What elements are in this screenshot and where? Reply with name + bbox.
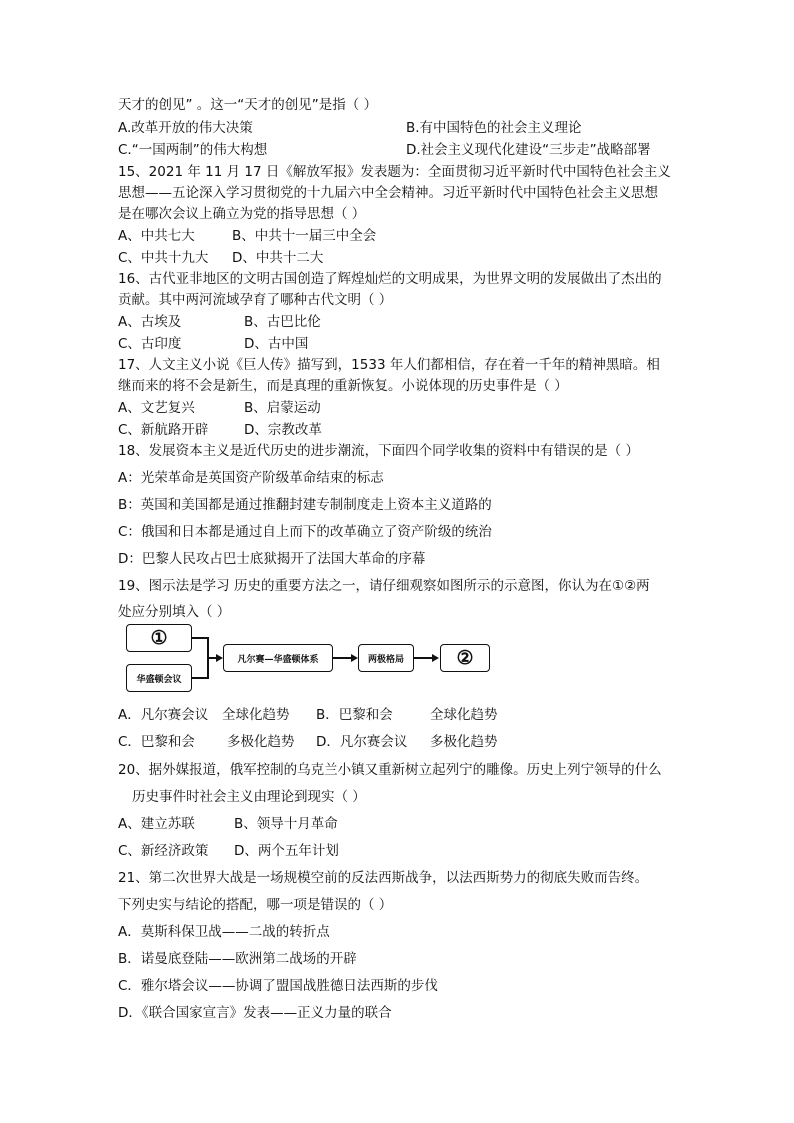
q21-option-c: C．雅尔塔会议——协调了盟国战胜德日法西斯的步伐 — [118, 978, 438, 994]
q14-option-b: B.有中国特色的社会主义理论 — [406, 120, 582, 136]
q19-option-c-part1: C．巴黎和会 — [118, 734, 195, 750]
diagram-box-blank-2: ② — [440, 644, 490, 672]
connector-line — [192, 637, 208, 639]
q17-option-b: B、启蒙运动 — [244, 400, 321, 416]
q19-stem-line2: 处应分别填入（ ） — [118, 604, 231, 620]
q18-option-a: A：光荣革命是英国资产阶级革命结束的标志 — [118, 470, 384, 486]
q14-option-d: D.社会主义现代化建设“三步走”战略部署 — [406, 142, 651, 158]
q21-stem-line1: 21、第二次世界大战是一场规模空前的反法西斯战争，以法西斯势力的彻底失败而告终。 — [118, 870, 649, 886]
q16-option-b: B、古巴比伦 — [244, 314, 321, 330]
q15-option-b: B、中共十一届三中全会 — [232, 228, 377, 244]
q21-option-a: A．莫斯科保卫战——二战的转折点 — [118, 924, 330, 940]
q15-stem-line2: 思想——五论深入学习贯彻党的十九届六中全会精神。习近平新时代中国特色社会主义思想 — [118, 185, 658, 201]
connector-line — [333, 657, 352, 659]
q14-option-a: A.改革开放的伟大决策 — [118, 120, 253, 136]
q16-stem-line1: 16、古代亚非地区的文明古国创造了辉煌灿烂的文明成果，为世界文明的发展做出了杰出的 — [118, 271, 662, 287]
q16-option-c: C、古印度 — [118, 336, 182, 352]
q14-option-c: C.“一国两制”的伟大构想 — [118, 142, 268, 158]
q19-stem-line1: 19、图示法是学习 历史的重要方法之一，请仔细观察如图所示的示意图，你认为在①②两 — [118, 578, 650, 594]
diagram-box-washington-conference: 华盛顿会议 — [126, 664, 192, 692]
connector-line — [414, 657, 433, 659]
q15-option-a: A、中共七大 — [118, 228, 195, 244]
q20-option-b: B、领导十月革命 — [234, 816, 338, 832]
q17-stem-line2: 继而来的将不会是新生，而是真理的重新恢复。小说体现的历史事件是（ ） — [118, 378, 568, 394]
q20-stem-line2: 历史事件时社会主义由理论到现实（ ） — [132, 789, 366, 805]
q15-option-c: C、中共十九大 — [118, 250, 209, 266]
q18-stem: 18、发展资本主义是近代历史的进步潮流，下面四个同学收集的资料中有错误的是（ ） — [118, 443, 639, 459]
q19-option-d-part2: 多极化趋势 — [430, 734, 498, 750]
diagram-box-bipolar-pattern: 两极格局 — [358, 644, 414, 672]
q19-option-b-part1: B．巴黎和会 — [316, 707, 393, 723]
q21-option-d: D．《联合国家宣言》发表——正义力量的联合 — [118, 1005, 392, 1021]
q21-option-b: B．诺曼底登陆——欧洲第二战场的开辟 — [118, 951, 357, 967]
q14-continuation-line: 天才的创见” 。这一“天才的创见”是指（ ） — [118, 97, 378, 113]
q19-option-d-part1: D．凡尔赛会议 — [316, 734, 408, 750]
arrow-right-icon — [216, 654, 223, 662]
arrow-right-icon — [351, 654, 358, 662]
q19-option-b-part2: 全球化趋势 — [430, 707, 498, 723]
q17-option-c: C、新航路开辟 — [118, 422, 209, 438]
q20-option-a: A、建立苏联 — [118, 816, 195, 832]
q18-option-b: B：英国和美国都是通过推翻封建专制制度走上资本主义道路的 — [118, 497, 492, 513]
q15-option-d: D、中共十二大 — [232, 250, 324, 266]
q20-stem-line1: 20、据外媒报道，俄军控制的乌克兰小镇又重新树立起列宁的雕像。历史上列宁领导的什么 — [118, 762, 662, 778]
q20-option-c: C、新经济政策 — [118, 843, 209, 859]
q20-option-d: D、两个五年计划 — [234, 843, 339, 859]
q19-option-c-part2: 多极化趋势 — [227, 734, 295, 750]
q19-option-a-part1: A．凡尔赛会议 — [118, 707, 209, 723]
q19-option-a-part2: 全球化趋势 — [222, 707, 290, 723]
q15-stem-line1: 15、2021 年 11 月 17 日《解放军报》发表题为：全面贯彻习近平新时代中国特色社会主义 — [118, 164, 671, 180]
q18-option-c: C：俄国和日本都是通过自上而下的改革确立了资产阶级的统治 — [118, 524, 492, 540]
arrow-right-icon — [432, 654, 439, 662]
q16-option-d: D、古中国 — [244, 336, 309, 352]
q18-option-d: D：巴黎人民攻占巴士底狱揭开了法国大革命的序幕 — [118, 551, 426, 567]
q17-option-d: D、宗教改革 — [244, 422, 322, 438]
q17-stem-line1: 17、人文主义小说《巨人传》描写到，1533 年人们都相信，存在着一千年的精神黑暗。相 — [118, 357, 660, 373]
q21-stem-line2: 下列史实与结论的搭配，哪一项是错误的（ ） — [118, 897, 393, 913]
q17-option-a: A、文艺复兴 — [118, 400, 195, 416]
q16-option-a: A、古埃及 — [118, 314, 182, 330]
diagram-box-versailles-washington-system: 凡尔赛—华盛顿体系 — [223, 644, 333, 672]
connector-line — [192, 677, 208, 679]
q15-stem-line3: 是在哪次会议上确立为党的指导思想（ ） — [118, 206, 366, 222]
q16-stem-line2: 贡献。其中两河流域孕育了哪种古代文明（ ） — [118, 292, 393, 308]
diagram-box-blank-1: ① — [126, 624, 192, 652]
